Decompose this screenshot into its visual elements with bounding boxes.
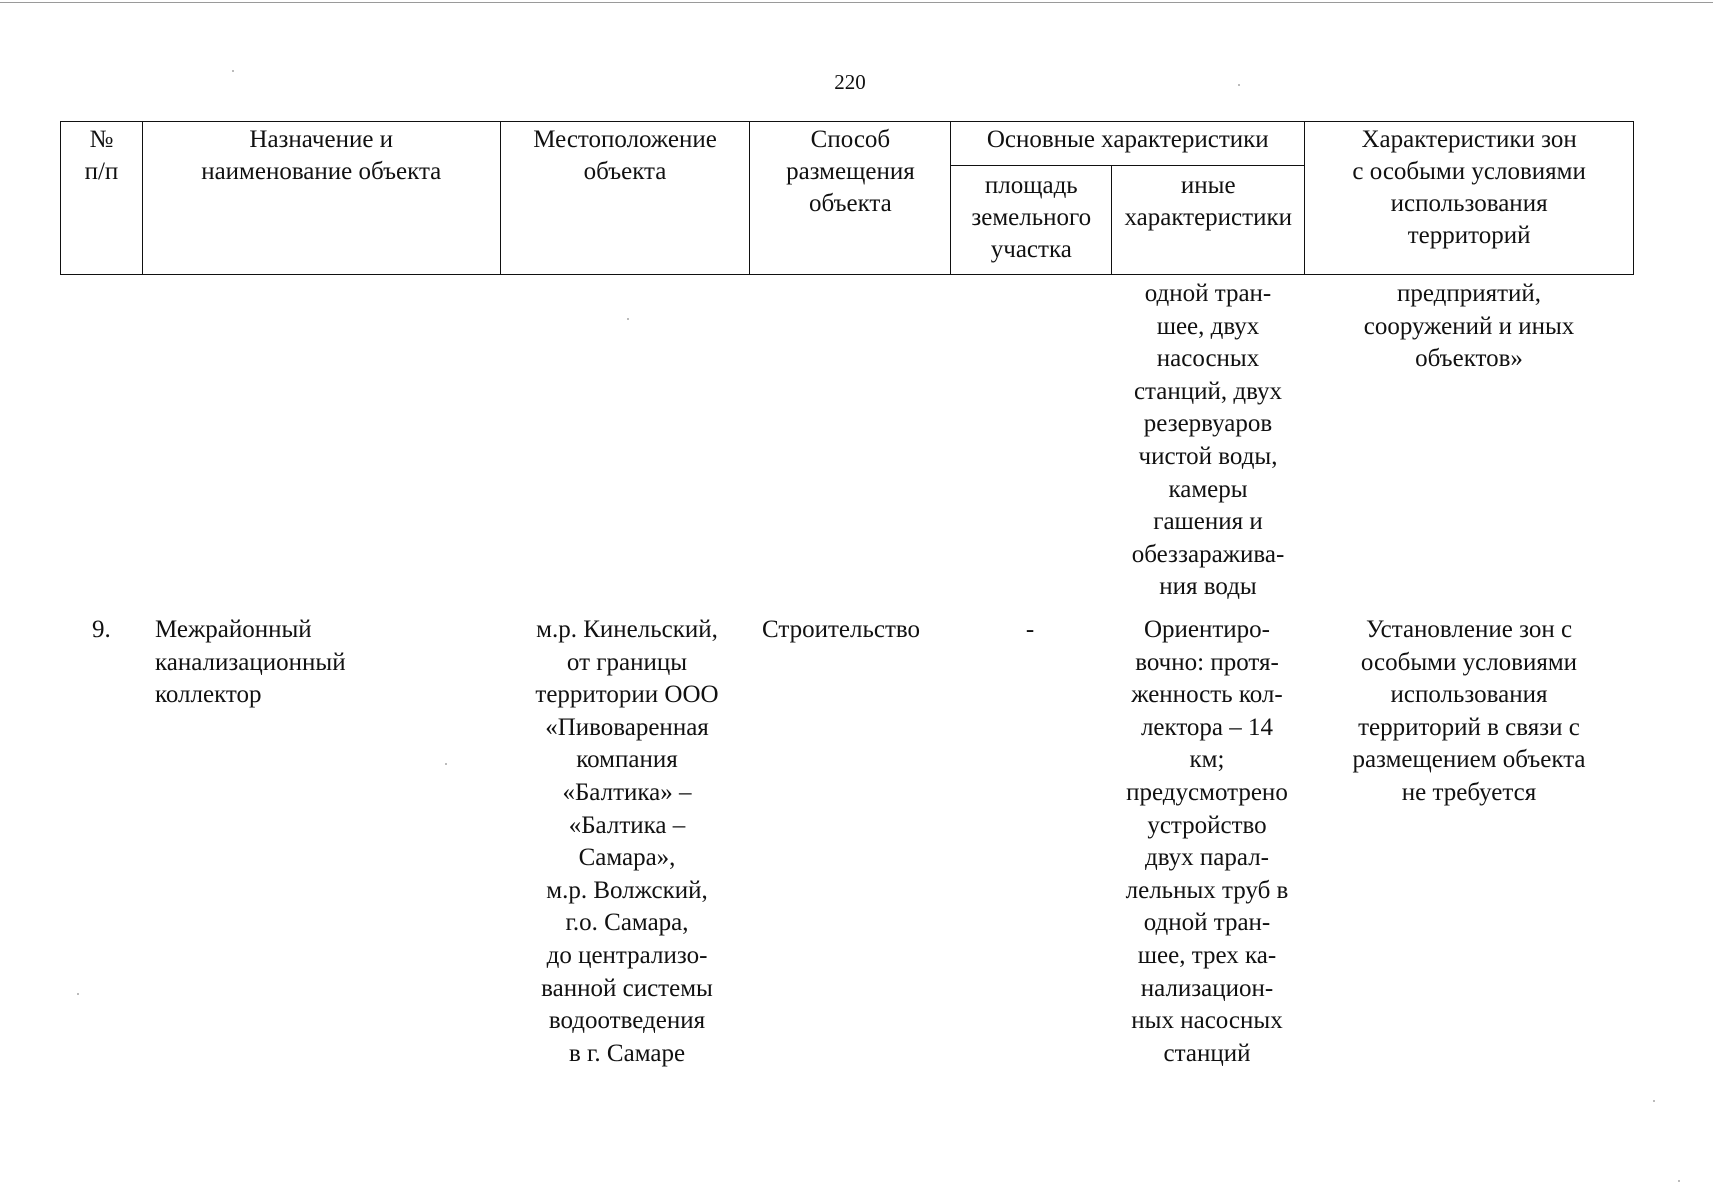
header-zones (1305, 122, 1634, 275)
header-zones-line: территорий (1407, 222, 1531, 249)
header-zones-line: Характеристики зон (1361, 126, 1577, 153)
scan-speck (232, 70, 234, 72)
text-line: Установление зон с (1365, 616, 1573, 643)
header-name-line: Назначение и (249, 126, 394, 153)
text-line: до централизо- (546, 941, 708, 969)
text-line: шее, двух (1156, 312, 1260, 340)
header-area-line: участка (990, 236, 1072, 263)
text-line: территории ООО (535, 681, 719, 709)
row-9-name (155, 614, 495, 712)
text-line: обеззаражива- (1131, 540, 1285, 568)
header-placement (750, 122, 951, 275)
text-line: водоотведения (548, 1007, 706, 1035)
text-line: ния воды (1159, 573, 1257, 601)
header-zones-line: использования (1390, 190, 1548, 217)
text-line: объектов» (1415, 345, 1523, 373)
text-line: станций (1163, 1039, 1251, 1067)
table-header (60, 121, 1634, 275)
continuation-zones-cell (1310, 278, 1628, 376)
header-num (61, 122, 143, 275)
text-line: лектора – 14 (1140, 713, 1274, 741)
header-placement-line: Способ (810, 126, 891, 153)
header-area-line: площадь (984, 172, 1078, 199)
scan-speck (77, 993, 79, 995)
header-other (1112, 166, 1305, 275)
text-line: устройство (1147, 811, 1267, 839)
text-line: «Балтика» – (562, 778, 692, 806)
header-name-line: наименование объекта (201, 158, 442, 185)
text-line: предусмотрено (1126, 778, 1288, 806)
scan-speck (1653, 1100, 1655, 1102)
text-line: одной тран- (1143, 909, 1271, 937)
header-area-line: земельного (971, 204, 1092, 231)
header-location (500, 122, 750, 275)
header-other-line: иные (1180, 172, 1236, 199)
header-num-line: № (89, 126, 114, 153)
text-line: чистой воды, (1138, 442, 1278, 470)
header-placement-line: размещения (786, 158, 915, 185)
header-location-line: объекта (583, 158, 667, 185)
text-line: резервуаров (1143, 410, 1273, 438)
text-line: камеры (1168, 475, 1248, 503)
text-line: особыми условиями (1360, 648, 1578, 676)
text-line: в г. Самаре (568, 1039, 686, 1067)
top-rule (0, 2, 1713, 3)
text-line: использования (1390, 681, 1548, 709)
text-line: Межрайонный (155, 616, 312, 643)
row-9-area: - (1025, 616, 1035, 643)
row-9-placement: Строительство (762, 616, 921, 643)
text-line: гашения и (1153, 508, 1263, 536)
text-line: канализационный (155, 648, 346, 676)
header-other-line: характеристики (1124, 204, 1292, 231)
scan-speck (1238, 84, 1240, 86)
text-line: предприятий, (1396, 280, 1542, 307)
text-line: компания (576, 746, 678, 774)
text-line: нализацион- (1140, 974, 1274, 1002)
scan-speck (627, 318, 629, 320)
text-line: ванной системы (541, 974, 713, 1002)
text-line: м.р. Волжский, (546, 876, 708, 904)
text-line: не требуется (1401, 778, 1537, 806)
text-line: сооружений и иных (1363, 312, 1575, 340)
header-location-line: Местоположение (533, 126, 717, 153)
page-number: 220 (834, 70, 866, 94)
scan-speck (445, 763, 447, 765)
text-line: лельных труб в (1125, 876, 1289, 904)
text-line: г.о. Самара, (565, 909, 689, 937)
header-zones-line: с особыми условиями (1352, 158, 1586, 185)
text-line: «Пивоваренная (545, 713, 709, 741)
text-line: ных насосных (1131, 1007, 1283, 1035)
header-main-characteristics (951, 122, 1305, 166)
row-9-location (515, 614, 739, 1070)
text-line: «Балтика – (568, 811, 686, 839)
text-line: км; (1189, 746, 1225, 774)
text-line: станций, двух (1133, 377, 1283, 405)
text-line: территорий в связи с (1358, 713, 1580, 741)
header-num-line: п/п (84, 158, 119, 185)
header-name (142, 122, 500, 275)
row-9-zones (1310, 614, 1628, 810)
text-line: от границы (566, 648, 688, 676)
text-line: размещением объекта (1352, 746, 1586, 774)
continuation-other-cell (1115, 278, 1301, 604)
header-main-characteristics-label: Основные характеристики (986, 126, 1269, 153)
text-line: вочно: протя- (1135, 648, 1279, 676)
text-line: м.р. Кинельский, (536, 616, 718, 643)
text-line: насосных (1156, 345, 1260, 373)
text-line: коллектор (155, 681, 262, 709)
header-area (951, 166, 1112, 275)
scan-speck (1678, 1180, 1680, 1182)
text-line: Ориентиро- (1143, 616, 1271, 643)
text-line: шее, трех ка- (1137, 941, 1277, 969)
header-placement-line: объекта (809, 190, 892, 217)
row-9-other (1112, 614, 1302, 1070)
text-line: одной тран- (1144, 280, 1272, 307)
text-line: Самара», (578, 844, 676, 872)
row-9-num: 9. (92, 616, 111, 643)
text-line: двух парал- (1144, 844, 1269, 872)
text-line: женность кол- (1131, 681, 1283, 709)
